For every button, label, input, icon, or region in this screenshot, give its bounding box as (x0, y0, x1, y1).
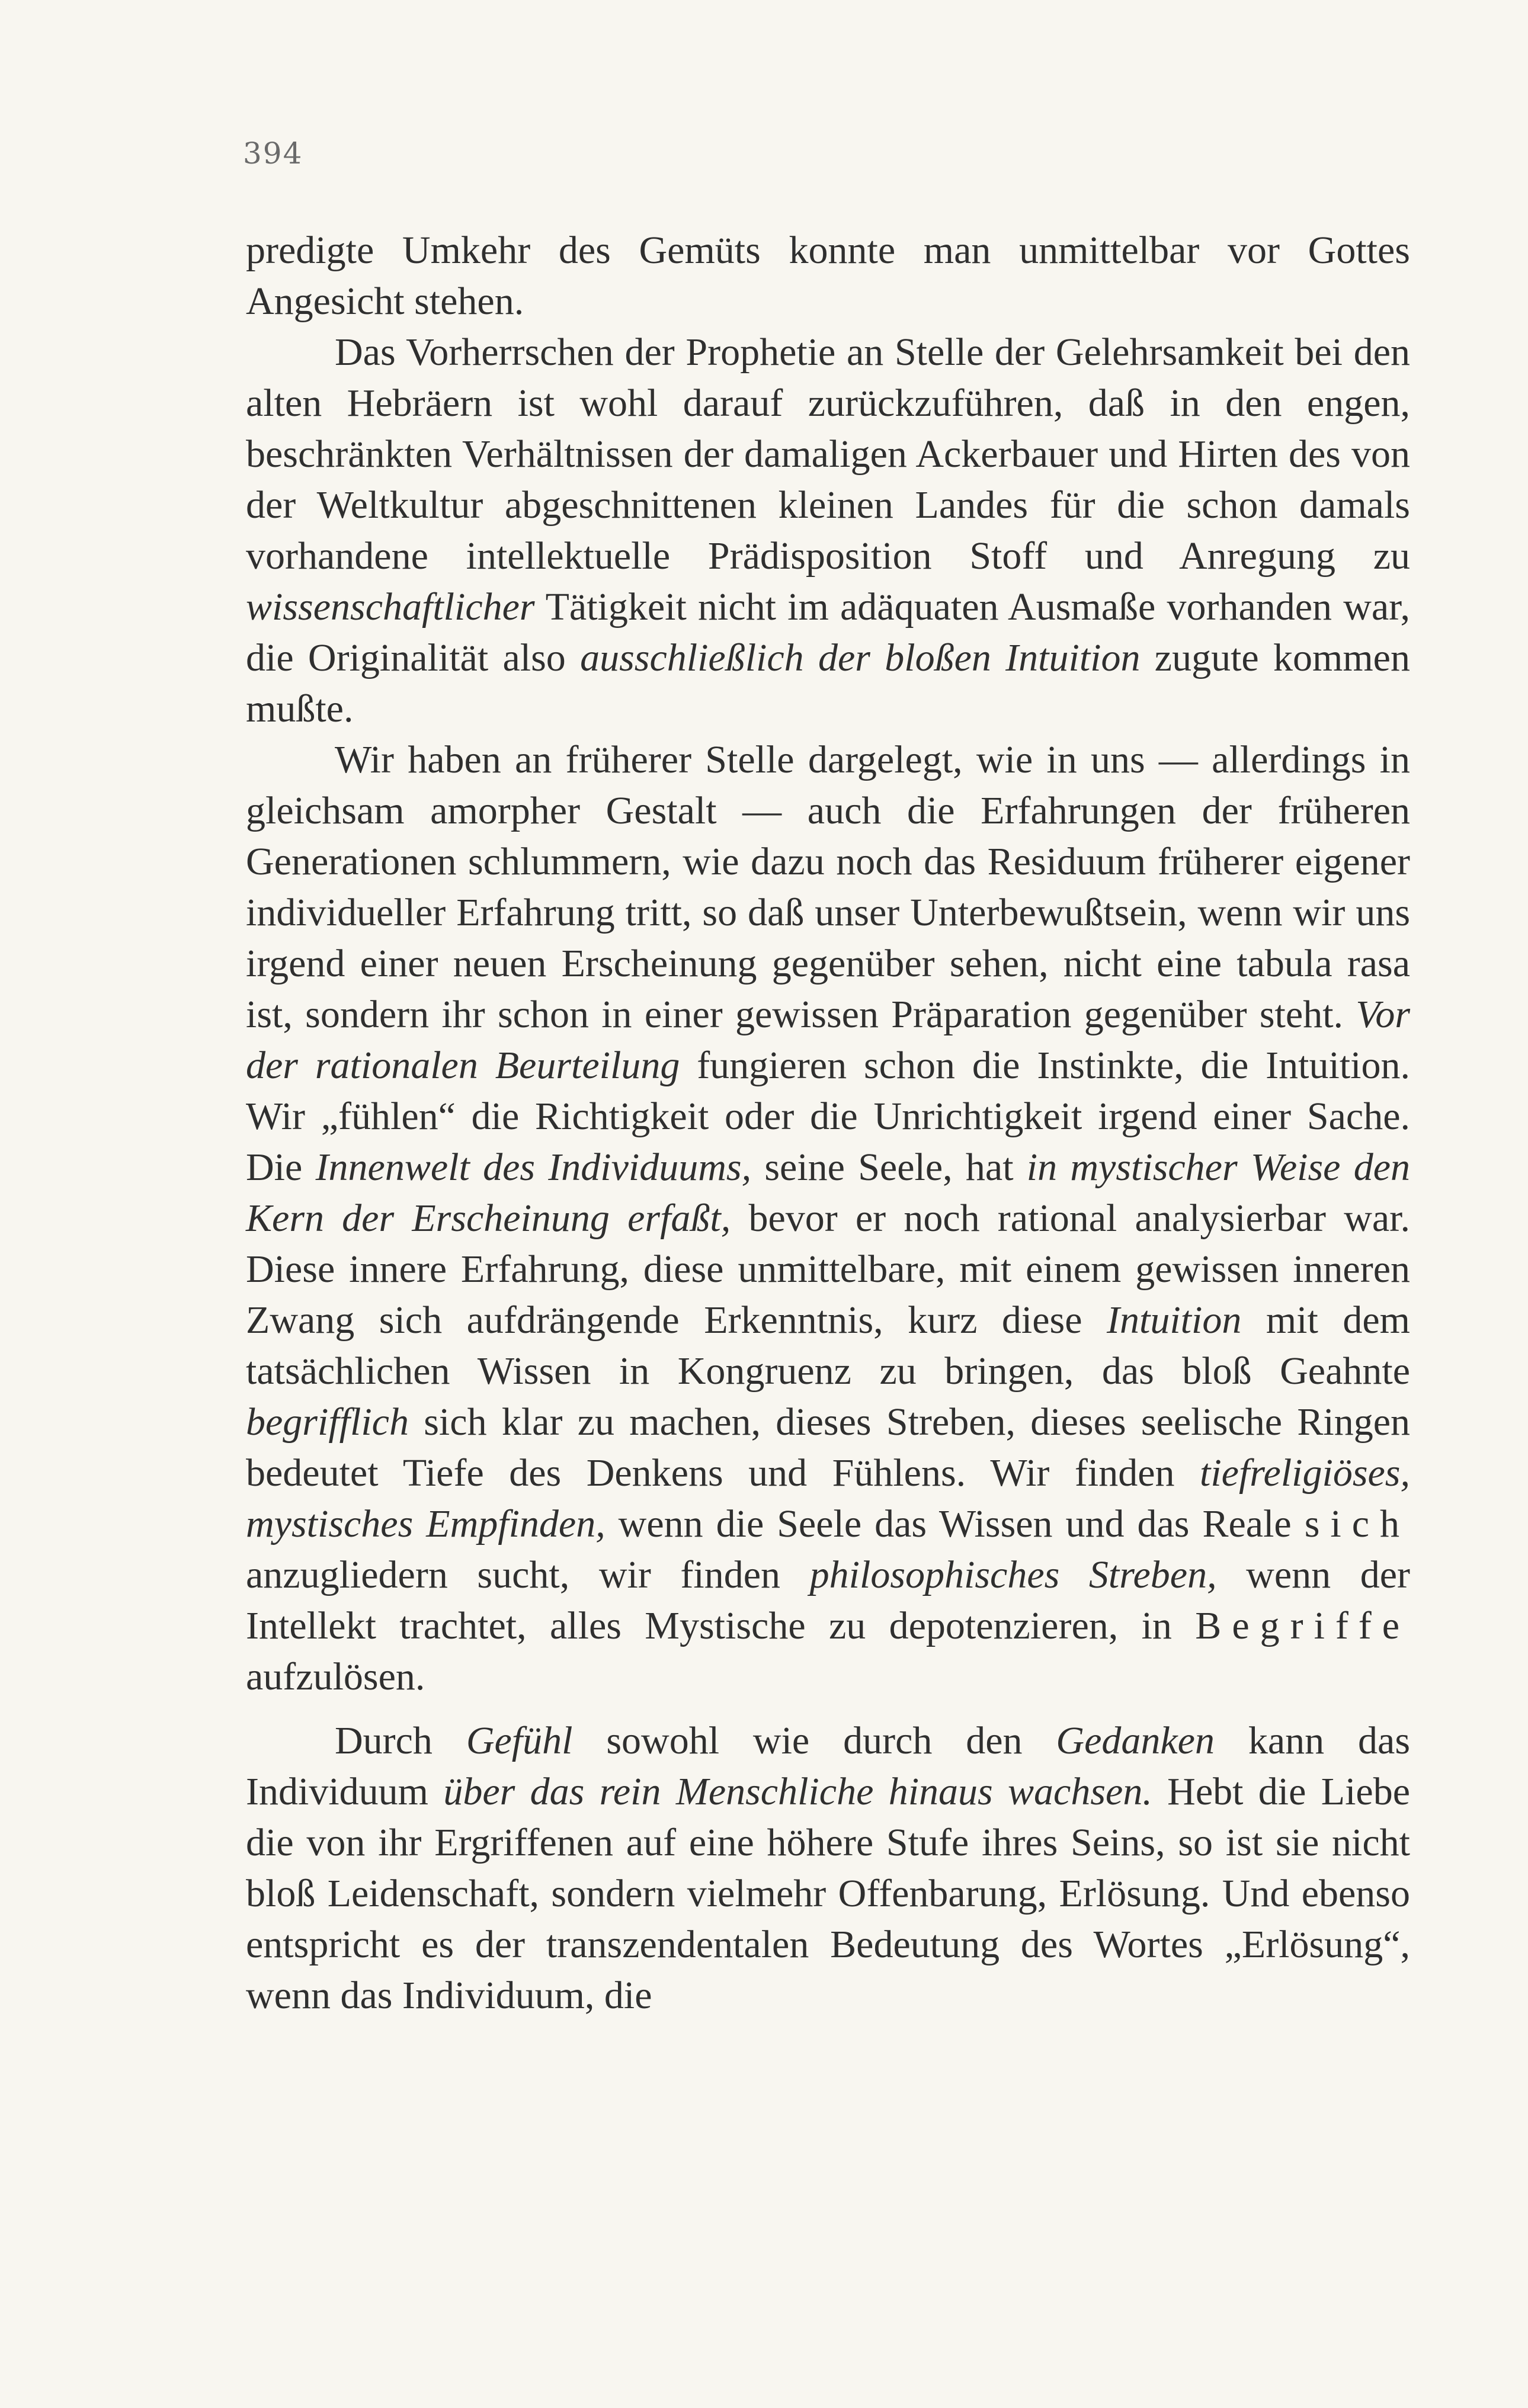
text-run: anzugliedern sucht, wir finden (246, 1553, 810, 1596)
text-run: sich klar zu machen, dieses Streben, dieses seelische Ringen bedeutet Tiefe des Denkens und Fühlens. Wir finden (246, 1400, 1410, 1495)
paragraph-p4 (246, 1716, 1410, 2021)
text-run: aufzulösen. (246, 1655, 425, 1698)
text-run: predigte Umkehr des Gemüts konnte man unmittelbar vor Gottes Angesicht stehen. (246, 229, 1410, 323)
text-run: wenn der Intellekt trachtet, alles Mystische zu depotenzieren, in (246, 1553, 1411, 1647)
emphasis-text: begrifflich (246, 1400, 409, 1444)
emphasis-text: Intuition (1107, 1298, 1242, 1342)
emphasis-text: Gedanken (1056, 1719, 1215, 1762)
emphasis-text: in mystischer Weise den Kern der Erscheinung erfaßt, (246, 1146, 1410, 1240)
emphasis-text: Gefühl (466, 1719, 573, 1762)
text-run: wenn die Seele das Wissen und das Reale (605, 1502, 1305, 1546)
text-run: Das Vorherrschen der Prophetie an Stelle der Gelehrsamkeit bei den alten Hebräern ist wohl darauf zurückzuführen, daß in den engen, beschränkten Verhältnissen der damaligen Ackerbauer und Hirten des von der Weltkultur abgeschnittenen kleinen Landes für die schon damals vorhandene intellektuelle Prädisposition Stoff und Anregung zu (246, 331, 1410, 578)
paragraph-p1 (246, 225, 1410, 327)
text-run: seine Seele, hat (751, 1146, 1027, 1189)
emphasis-text: über das rein Menschliche hinaus wachsen. (443, 1770, 1152, 1813)
emphasis-text: ausschließlich der bloßen Intuition (580, 636, 1141, 679)
body-text (246, 225, 1410, 2021)
emphasis-text: philosophisches Streben, (809, 1553, 1217, 1596)
spaced-emphasis-text: sich (1304, 1502, 1411, 1546)
emphasis-text: tiefreligiöses, mystisches Empfinden, (246, 1451, 1410, 1546)
text-run: bevor er noch rational analysierbar war. Diese innere Erfahrung, diese unmittelbare, mit einem gewissen inneren Zwang sich aufdrängende Erkenntnis, kurz diese (246, 1197, 1410, 1342)
text-run: kann das Individuum (246, 1719, 1411, 1813)
emphasis-text: Innenwelt des Individuums, (315, 1146, 752, 1189)
text-run: zugute kommen mußte. (246, 636, 1410, 730)
text-run: Durch (335, 1719, 466, 1762)
page-number: 394 (243, 136, 303, 171)
text-run: mit dem tatsächlichen Wissen in Kongruenz zu bringen, das bloß Geahnte (246, 1298, 1410, 1393)
paragraph-p2 (246, 327, 1410, 735)
text-run: sowohl wie durch den (572, 1719, 1056, 1762)
emphasis-text: wissenschaftlicher (246, 585, 535, 629)
text-run: Wir haben an früherer Stelle dargelegt, wie in uns — allerdings in gleichsam amorpher Gestalt — auch die Erfahrungen der früheren Generationen schlummern, wie dazu noch das Residuum früherer eigener individueller Erfahrung tritt, so daß unser Unterbewußtsein, wenn wir uns irgend einer neuen Erscheinung gegenüber sehen, nicht eine tabula rasa ist, sondern ihr schon in einer gewissen Präparation gegenüber steht. (246, 738, 1410, 1036)
text-run: Tätigkeit nicht im adäquaten Ausmaße vorhanden war, die Originalität also (246, 585, 1410, 679)
paragraph-p3 (246, 735, 1410, 1702)
emphasis-text: Vor der rationalen Beurteilung (246, 993, 1410, 1087)
text-run: fungieren schon die Instinkte, die Intuition. Wir „fühlen“ die Richtigkeit oder die Unrichtigkeit irgend einer Sache. Die (246, 1044, 1410, 1189)
spaced-emphasis-text: Begriffe (1195, 1604, 1410, 1647)
text-run: Hebt die Liebe die von ihr Ergriffenen auf eine höhere Stufe ihres Seins, so ist sie nicht bloß Leidenschaft, sondern vielmehr Offenbarung, Erlösung. Und ebenso entspricht es der transzendentalen Bedeutung des Wortes „Erlösung“, wenn das Individuum, die (246, 1770, 1410, 2017)
